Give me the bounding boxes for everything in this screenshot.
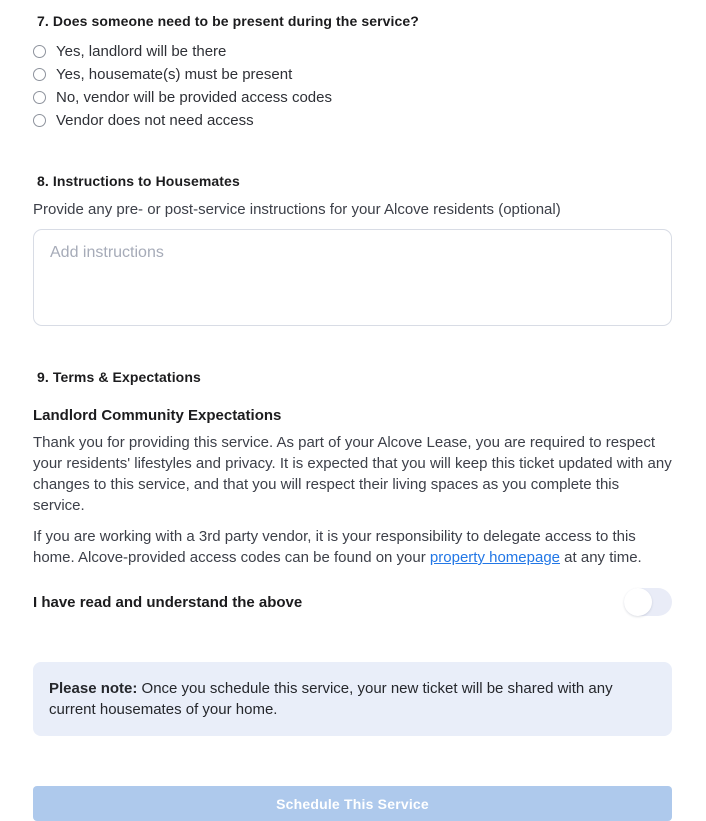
please-note-callout [33,662,672,736]
radio-option-landlord-present[interactable] [33,40,672,63]
acknowledge-label: I have read and understand the above [33,593,303,611]
radio-button-icon[interactable] [33,114,46,127]
question-8-label: 8. Instructions to Housemates [37,173,240,189]
expectations-title: Landlord Community Expectations [33,407,282,424]
radio-button-icon[interactable] [33,91,46,104]
radio-option-vendor-no-access[interactable] [33,109,672,132]
radio-option-housemates-present[interactable] [33,63,672,86]
paragraph-2-text-before: If you are working with a 3rd party vendor, it is your responsibility to delegate access to this home. Alcove-provided access codes can be found on your [33,528,636,566]
expectations-paragraph-1: Thank you for providing this service. As part of your Alcove Lease, you are required to respect your residents' lifestyles and privacy. It is expected that you will keep this ticket updated with any changes to this service, and that you will respect their living spaces as you complete this service. [33,434,672,514]
radio-button-icon[interactable] [33,68,46,81]
property-homepage-link[interactable]: property homepage [429,549,561,566]
acknowledge-toggle[interactable] [624,588,672,616]
toggle-knob-icon [624,588,652,616]
question-9-label: 9. Terms & Expectations [37,369,201,385]
radio-button-icon[interactable] [33,45,46,58]
radio-option-label: Vendor does not need access [56,112,254,129]
acknowledge-row [33,588,672,616]
expectations-paragraph-2 [33,526,673,568]
radio-option-label: Yes, landlord will be there [56,43,227,60]
schedule-service-button[interactable]: Schedule This Service [33,786,672,821]
instructions-textarea[interactable] [33,229,672,326]
note-text: Once you schedule this service, your new ticket will be shared with any current housemates of your home. [49,680,613,718]
radio-option-label: Yes, housemate(s) must be present [56,66,293,83]
paragraph-2-text-after: at any time. [560,549,642,566]
radio-option-vendor-access-codes[interactable] [33,86,672,109]
radio-option-label: No, vendor will be provided access codes [56,89,332,106]
presence-radio-group [33,40,672,132]
note-label: Please note: [49,680,138,697]
question-7-label: 7. Does someone need to be present during the service? [37,13,419,29]
question-8-description: Provide any pre- or post-service instructions for your Alcove residents (optional) [33,201,561,218]
